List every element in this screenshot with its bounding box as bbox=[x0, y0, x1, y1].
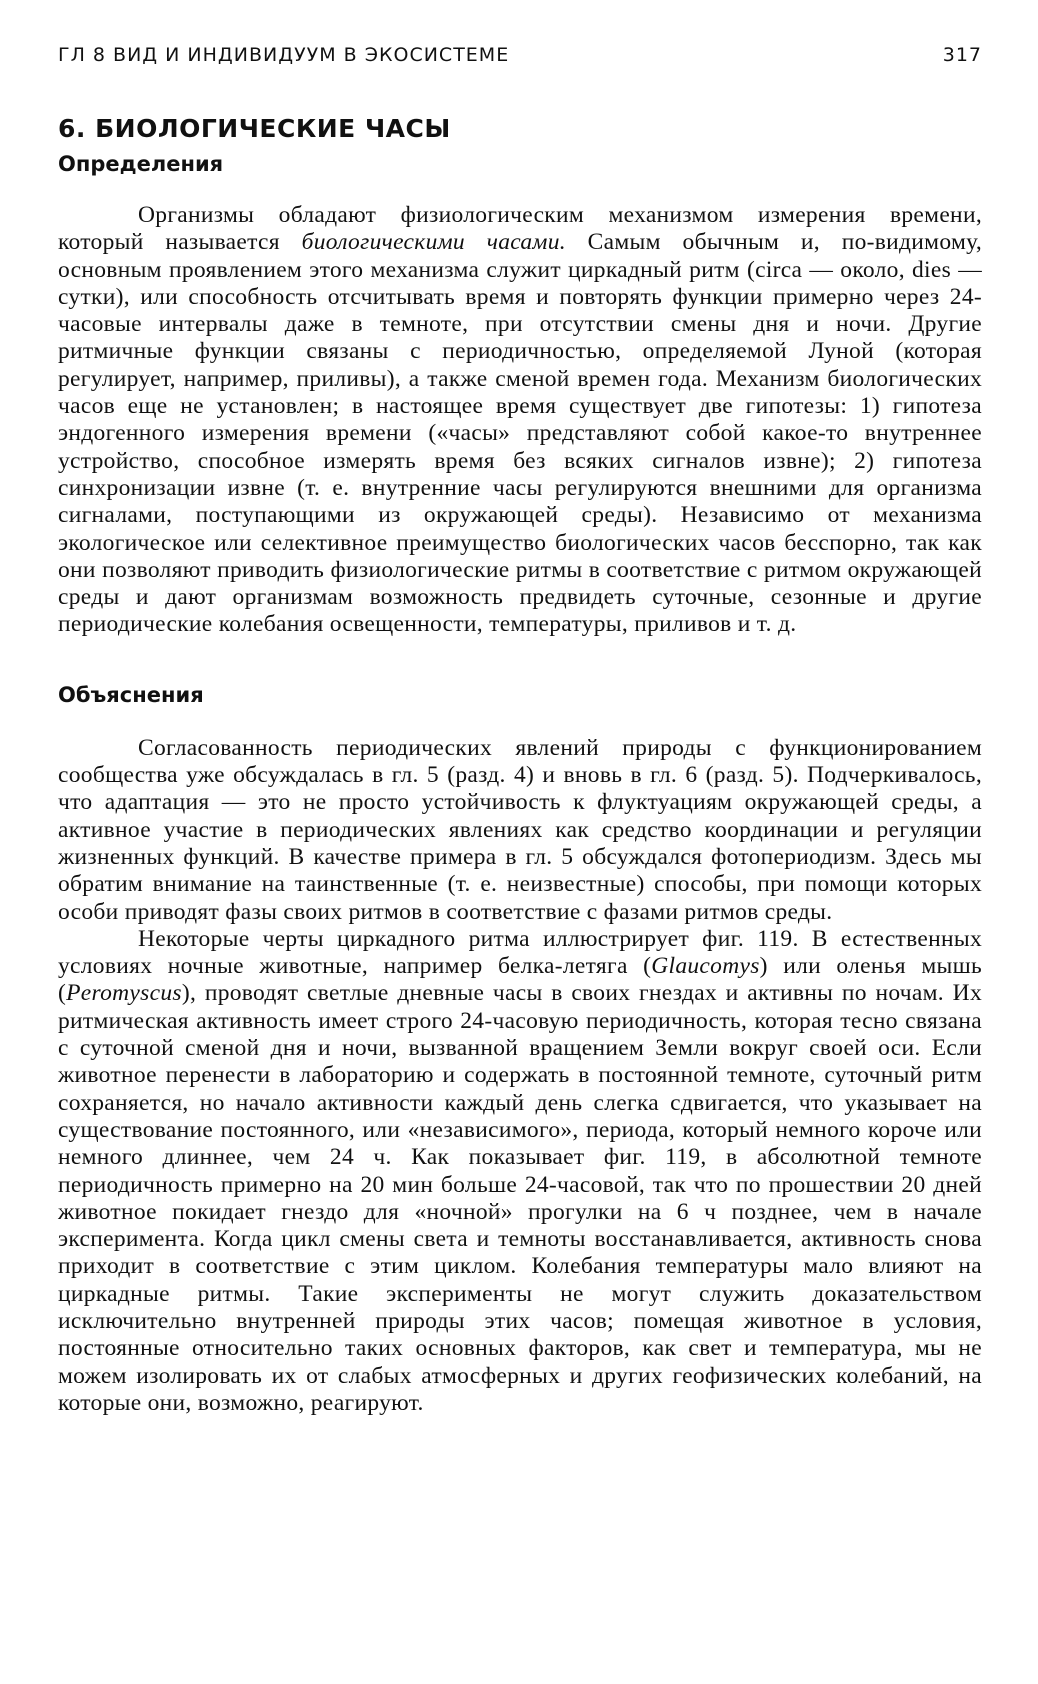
species-peromyscus: Peromyscus bbox=[66, 980, 182, 1007]
term-biological-clock: биологическими часами. bbox=[301, 229, 566, 256]
species-glaucomys: Glaucomys bbox=[651, 953, 760, 980]
explanations-paragraph-2 bbox=[58, 926, 982, 1417]
book-page bbox=[58, 44, 982, 1644]
explanations-paragraph-1: Согласованность периодических явлений природы с функционированием сообщества уже обсуждалась в гл. 5 (разд. 4) и вновь в гл. 6 (разд. 5). Подчеркивалось, что адаптация — это не просто устойчивость к флуктуациям окружающей среды, а активное участие в периодических явлениях как средство координации и регуляции жизненных функций. В качестве примера в гл. 5 обсуждался фотопериодизм. Здесь мы обратим внимание на таинственные (т. е. неизвестные) способы, при помощи которых особи приводят фазы своих ритмов в соответствие с фазами ритмов среды. bbox=[58, 734, 982, 925]
definitions-text-start: Организмы обладают физиологическим механизмом измерения времени, который называется bbox=[58, 202, 982, 256]
page-number: 317 bbox=[942, 44, 982, 66]
running-title: ГЛ 8 ВИД И ИНДИВИДУУМ В ЭКОСИСТЕМЕ bbox=[58, 44, 510, 66]
explanations-text-part-1: Некоторые черты циркадного ритма иллюстрирует фиг. 119. В естественных условиях ночные животные, например белка-летяга ( bbox=[58, 925, 982, 980]
explanations-text-part-3: ), проводят светлые дневные часы в своих гнездах и активны по ночам. Их ритмическая активность имеет строго 24-часовую периодичность, которая тесно связана с суточной сменой дня и ночи, вызванной вращением Земли вокруг своей оси. Если животное перенести в лабораторию и содержать в постоянной темноте, суточный ритм сохраняется, но начало активности каждый день слегка сдвигается, что указывает на существование постоянного, или «независимого», периода, который немного короче или немного длиннее, чем 24 ч. Как показывает фиг. 119, в абсолютной темноте периодичность примерно на 20 мин больше 24-часовой, так что по прошествии 20 дней животное покидает гнездо для «ночной» прогулки на 6 ч позднее, чем в начале эксперимента. Когда цикл смены света и темноты восстанавливается, активность снова приходит в соответствие с этим циклом. Колебания температуры мало влияют на циркадные ритмы. Такие эксперименты не могут служить доказательством исключительно внутренней природы этих часов; помещая животное в условия, постоянные относительно таких основных факторов, как свет и температура, мы не можем изолировать их от слабых атмосферных и других геофизических колебаний, на которые они, возможно, реагируют. bbox=[58, 980, 982, 1416]
explanations-text-part-2: ) или оленья мышь ( bbox=[58, 953, 982, 1007]
section-title: 6. БИОЛОГИЧЕСКИЕ ЧАСЫ bbox=[58, 114, 451, 143]
definitions-paragraph bbox=[58, 202, 982, 639]
explanations-heading: Объяснения bbox=[58, 682, 204, 707]
definitions-text-end: Самым обычным и, по-видимому, основным проявлением этого механизма служит циркадный ритм (circa — около, dies — сутки), или способность отсчитывать время и повторять функции примерно через 24-часовые интервалы даже в темноте, при отсутствии смены дня и ночи. Другие ритмичные функции связаны с периодичностью, определяемой Луной (которая регулирует, например, приливы), а также сменой времен года. Механизм биологических часов еще не установлен; в настоящее время существует две гипотезы: 1) гипотеза эндогенного измерения времени («часы» представляют собой какое-то внутреннее устройство, способное измерять время без всяких сигналов извне); 2) гипотеза синхронизации извне (т. е. внутренние часы регулируются внешними для организма сигналами, поступающими из окружающей среды). Независимо от механизма экологическое или селективное преимущество биологических часов бесспорно, так как они позволяют приводить физиологические ритмы в соответствие с ритмом окружающей среды и дают организмам возможность предвидеть суточные, сезонные и другие периодические колебания освещенности, температуры, приливов и т. д. bbox=[58, 229, 982, 638]
running-header bbox=[58, 44, 982, 74]
definitions-heading: Определения bbox=[58, 152, 224, 176]
